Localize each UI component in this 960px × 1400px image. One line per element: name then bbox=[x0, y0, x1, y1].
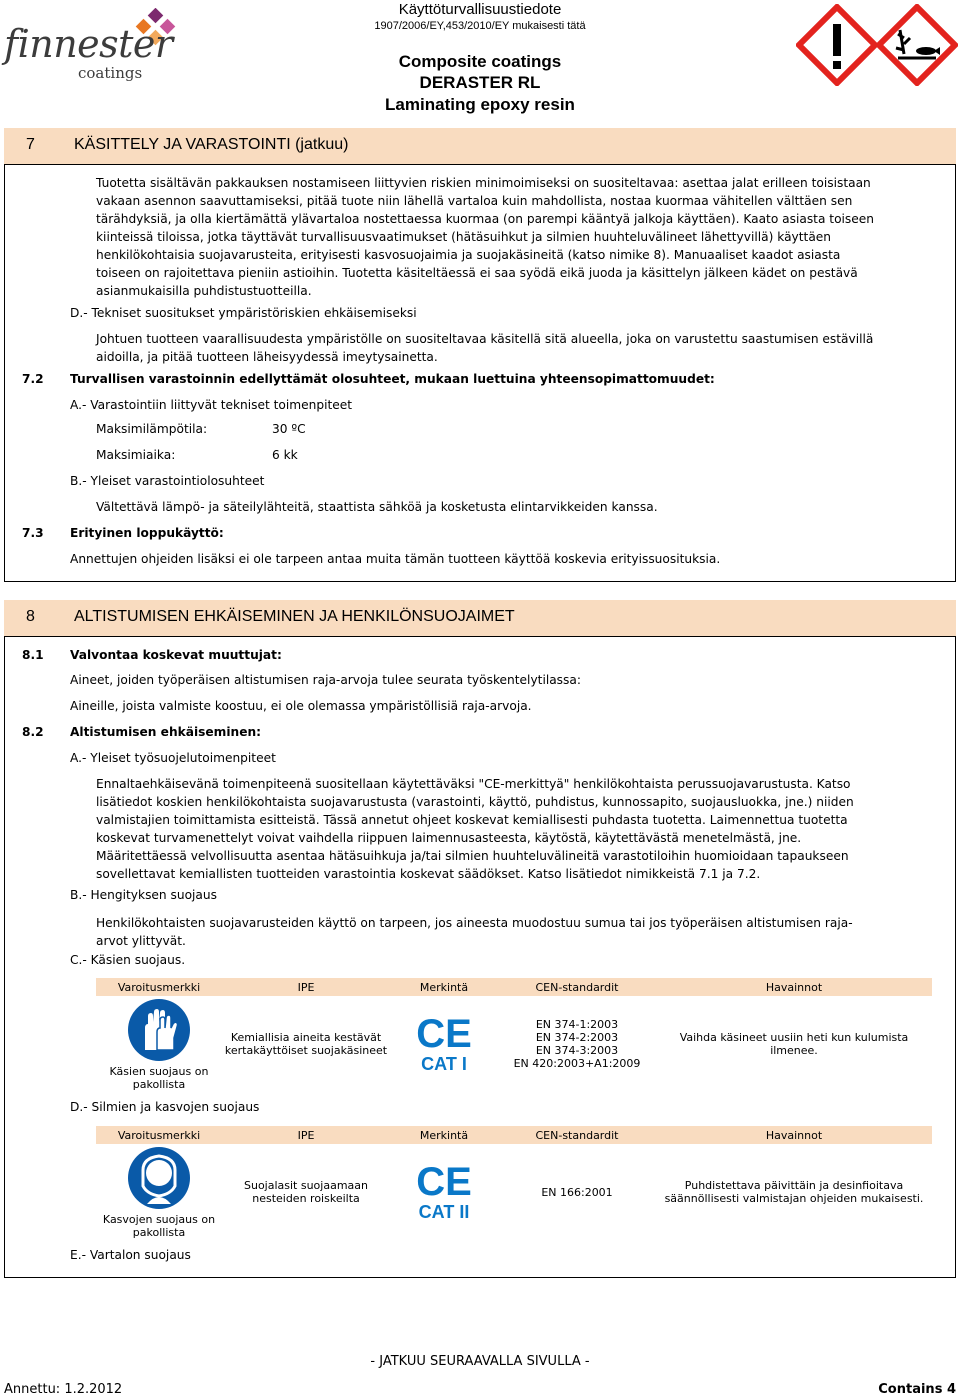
text-line: aidoilla, ja pitää tuotteen läheisyydessä imeytysainetta. bbox=[96, 350, 438, 364]
marking-cell bbox=[390, 1144, 498, 1240]
column-header: IPE bbox=[222, 1126, 390, 1144]
column-header: CEN-standardit bbox=[498, 1126, 656, 1144]
issue-date: Annettu: 1.2.2012 bbox=[4, 1382, 123, 1397]
text-line: toiseen on rajoitettava pieniin astioihin. Tuotetta käsiteltäessä ei saa syödä eikä juoda ja käsittelyn jälkeen kädet on pestävä bbox=[96, 266, 858, 280]
column-header: Varoitusmerkki bbox=[96, 978, 222, 996]
continue-note: - JATKUU SEURAAVALLA SIVULLA - bbox=[370, 1354, 590, 1369]
standards-cell bbox=[498, 1144, 656, 1240]
sign-caption: Käsien suojaus on pakollista bbox=[109, 1064, 209, 1091]
standard-item: EN 166:2001 bbox=[541, 1185, 613, 1199]
text-line: tärähdyksiä, ja olla kiertämättä ylävartaloa nostettaessa kuormaa (on parempi kääntyä jalkoja käyttäen). Kaato asiasta toiseen bbox=[96, 212, 874, 226]
storage-technical-heading: A.- Varastointiin liittyvät tekniset toimenpiteet bbox=[70, 398, 353, 412]
standards-cell bbox=[498, 996, 656, 1092]
ce-category: CAT II bbox=[418, 1201, 470, 1222]
face-shield-mandatory-icon bbox=[127, 1146, 191, 1210]
subsection-7-2-title: Turvallisen varastoinnin edellyttämät olosuhteet, mukaan luettuina yhteensopimattomuudet: bbox=[70, 372, 715, 386]
text-line: koskevat turvamenettelyt voivat vaihdella riippuen laimennusasteesta, käytöstä, käytettävästä menetelmästä, jne. bbox=[96, 831, 802, 845]
warning-sign-cell bbox=[96, 996, 222, 1092]
eye-face-protection-heading: D.- Silmien ja kasvojen suojaus bbox=[70, 1100, 260, 1114]
ipe-cell: Suojalasit suojaamaan nesteiden roiskeilta bbox=[243, 1179, 368, 1205]
section-7-header bbox=[4, 128, 956, 165]
product-name: DERASTER RL bbox=[419, 73, 541, 92]
storage-general-text: Vältettävä lämpö- ja säteilylähteitä, staattista sähköä ja kosketusta elintarvikkeiden kanssa. bbox=[96, 500, 658, 514]
subsection-7-3-title: Erityinen loppukäyttö: bbox=[70, 526, 224, 540]
subsection-7-3-number: 7.3 bbox=[22, 526, 44, 540]
subsection-8-1-number: 8.1 bbox=[22, 648, 44, 662]
section-7-title: KÄSITTELY JA VARASTOINTI (jatkuu) bbox=[74, 136, 349, 153]
text-line: asianmukaisilla puhdistustuotteilla. bbox=[96, 284, 312, 298]
text-line: vakaan asennon saavuttamiseksi, pitää tuote niin lähellä vartaloa kuin mahdollista, nostaa kuormaa vähitellen välttäen sen bbox=[96, 194, 853, 208]
standard-item: EN 374-1:2003 bbox=[535, 1018, 619, 1031]
text-line: sovellettavat kemiallisten tuotteiden varastointia koskevat säädökset. Katso lisätiedot nimikkeistä 7.1 ja 7.2. bbox=[96, 867, 761, 881]
section-8-title: ALTISTUMISEN EHKÄISEMINEN JA HENKILÖNSUOJAIMET bbox=[74, 608, 515, 625]
text-line: Määritettäessä velvollisuutta asentaa hätäsuihkuja ja/tai silmien huuhteluvälineitä varastotiloihin huomioidaan tapaukseen bbox=[96, 849, 849, 863]
company-logo bbox=[0, 0, 200, 90]
product-type: Laminating epoxy resin bbox=[385, 95, 575, 114]
handling-paragraph bbox=[96, 174, 874, 300]
hand-protection-table bbox=[96, 978, 932, 1092]
max-temp-value: 30 ºC bbox=[272, 422, 306, 436]
text-line: kiinteissä tiloissa, jotka täyttävät turvallisuusvaatimukset (hätäsuihkut ja silmien huuhteluvälineet lähettyvillä) käyttäen bbox=[96, 230, 832, 244]
general-measures-heading: A.- Yleiset työsuojelutoimenpiteet bbox=[70, 751, 276, 765]
standard-item: EN 374-2:2003 bbox=[535, 1031, 619, 1044]
environmental-limits-text: Aineille, joista valmiste koostuu, ei ole olemassa ympäristöllisiä raja-arvoja. bbox=[70, 699, 532, 713]
column-header: Havainnot bbox=[656, 1126, 932, 1144]
logo-wordmark: finnester bbox=[4, 22, 173, 66]
exposure-limits-text: Aineet, joiden työperäisen altistumisen raja-arvoja tulee seurata työskentelytilassa: bbox=[70, 673, 581, 687]
respiratory-paragraph bbox=[96, 914, 853, 950]
ce-mark-icon: CE bbox=[416, 1011, 472, 1056]
general-measures-paragraph bbox=[96, 775, 854, 883]
text-line: lisätiedot koskien henkilökohtaista suojavarustusta (varastointi, käyttö, puhdistus, kunnossapito, suojausluokka, jne.) niiden bbox=[96, 795, 854, 809]
gloves-mandatory-icon bbox=[127, 998, 191, 1062]
text-line: arvot ylittyvät. bbox=[96, 934, 186, 948]
warning-sign-cell bbox=[96, 1144, 222, 1240]
text-line: Henkilökohtaisten suojavarusteiden käyttö on tarpeen, jos aineesta muodostuu sumua tai jos työperäisen altistumisen raja- bbox=[96, 916, 853, 930]
column-header: Merkintä bbox=[390, 978, 498, 996]
page-indicator: Contains 4 bbox=[878, 1382, 956, 1397]
hand-protection-heading: C.- Käsien suojaus. bbox=[70, 953, 186, 967]
standard-item: EN 420:2003+A1:2009 bbox=[513, 1057, 641, 1070]
column-header: Merkintä bbox=[390, 1126, 498, 1144]
standard-item: EN 374-3:2003 bbox=[535, 1044, 619, 1057]
storage-general-heading: B.- Yleiset varastointiolosuhteet bbox=[70, 474, 265, 488]
company-name: Composite coatings bbox=[398, 52, 562, 71]
end-use-text: Annettujen ohjeiden lisäksi ei ole tarpeen antaa muita tämän tuotteen käyttöä koskevia erityissuosituksia. bbox=[70, 552, 721, 566]
max-time-value: 6 kk bbox=[272, 448, 298, 462]
eye-face-protection-table bbox=[96, 1126, 932, 1240]
subsection-8-2-number: 8.2 bbox=[22, 725, 44, 739]
text-line: Ennaltaehkäisevänä toimenpiteenä suositellaan käytettäväksi "CE-merkittyä" henkilökohtaista perussuojavarustusta. Katso bbox=[96, 777, 851, 791]
column-header: CEN-standardit bbox=[498, 978, 656, 996]
notes-cell: Puhdistettava päivittäin ja desinfioitava säännöllisesti valmistajan ohjeiden mukaisesti. bbox=[664, 1179, 924, 1205]
column-header: Havainnot bbox=[656, 978, 932, 996]
body-protection-heading: E.- Vartalon suojaus bbox=[70, 1248, 191, 1262]
text-line: valmistajien toimittamista esitteistä. Tässä annetut ohjeet koskevat kemiallisesti puhdasta tuotetta. Laimennettua tuotetta bbox=[96, 813, 848, 827]
document-title: Käyttöturvallisuustiedote bbox=[398, 1, 562, 18]
max-time-label: Maksimiaika: bbox=[96, 448, 176, 462]
notes-cell: Vaihda käsineet uusiin heti kun kulumista ilmenee. bbox=[679, 1031, 909, 1057]
text-line: henkilökohtaisia suojavarusteita, erityisesti kasvosuojaimia ja suojakäsineitä (katso nimike 8). Manuaaliset kaadot asiasta bbox=[96, 248, 841, 262]
environment-hazard-icon bbox=[876, 4, 958, 86]
subsection-7-2-number: 7.2 bbox=[22, 372, 44, 386]
section-7-number: 7 bbox=[26, 136, 35, 153]
ce-mark-icon: CE bbox=[416, 1159, 472, 1204]
marking-cell bbox=[390, 996, 498, 1092]
ipe-cell: Kemiallisia aineita kestävät kertakäyttöiset suojakäsineet bbox=[224, 1031, 388, 1057]
column-header: IPE bbox=[222, 978, 390, 996]
respiratory-heading: B.- Hengityksen suojaus bbox=[70, 888, 217, 902]
ce-category: CAT I bbox=[421, 1053, 467, 1074]
subsection-8-1-title: Valvontaa koskevat muuttujat: bbox=[70, 648, 282, 662]
environment-paragraph bbox=[96, 330, 873, 366]
subsection-8-2-title: Altistumisen ehkäiseminen: bbox=[70, 725, 262, 739]
exclamation-mark-icon bbox=[796, 4, 878, 86]
text-line: Johtuen tuotteen vaarallisuudesta ympäristölle on suositeltavaa käsitellä sitä alueella, joka on varustettu saastumisen estävillä bbox=[96, 332, 874, 346]
max-temp-label: Maksimilämpötila: bbox=[96, 422, 208, 436]
logo-subtitle: coatings bbox=[78, 64, 143, 82]
environment-subheading: D.- Tekniset suositukset ympäristöriskien ehkäisemiseksi bbox=[70, 306, 417, 320]
sign-caption: Kasvojen suojaus on pakollista bbox=[102, 1212, 216, 1239]
regulation-reference: 1907/2006/EY,453/2010/EY mukaisesti tätä bbox=[374, 20, 586, 32]
column-header: Varoitusmerkki bbox=[96, 1126, 222, 1144]
section-8-header bbox=[4, 600, 956, 637]
text-line: Tuotetta sisältävän pakkauksen nostamiseen liittyvien riskien minimoimiseksi on suositeltavaa: asettaa jalat erilleen toisistaan bbox=[96, 176, 871, 190]
section-8-number: 8 bbox=[26, 608, 35, 625]
